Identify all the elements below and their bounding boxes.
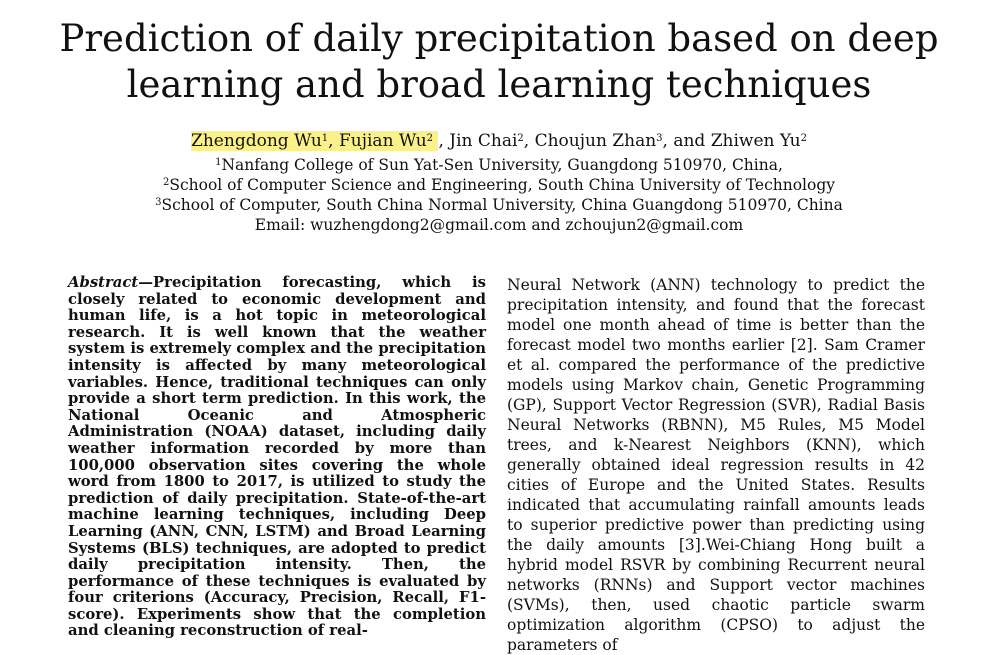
author-sep: , xyxy=(523,131,535,151)
affil-text: Nanfang College of Sun Yat-Sen University, Guangdong 510970, China, xyxy=(221,156,783,174)
affil-mark: 3 xyxy=(155,197,162,208)
affil-text: School of Computer Science and Engineering, South China University of Technology xyxy=(169,176,836,194)
body-text: Neural Network (ANN) technology to predict the precipitation intensity, and found that the forecast model one month ahead of time is better than the forecast model two months earlier [2]. Sam Cramer et al. compared the performance of the predictive models using Markov chain, Genetic Programming (GP), Support Vector Regression (SVR), Radial Basis Neural Networks (RBNN), M5 Rules, M5 Model trees, and k-Nearest Neighbors (KNN), which generally obtained ideal regression results in 42 cities of Europe and the United States. Results indicated that accumulating rainfall amounts leads to superior predictive power than predicting using the daily amounts [3].Wei-Chiang Hong built a hybrid model RSVR by combining Recurrent neural networks (RNNs) and Support vector machines (SVMs), then, used chaotic particle swarm optimization algorithm (CPSO) to adjust the parameters of xyxy=(507,276,925,654)
highlighted-authors xyxy=(191,131,438,151)
author-affil-mark: 1 xyxy=(321,133,329,144)
author-affil-mark: 2 xyxy=(426,133,434,144)
author-affil-mark: 2 xyxy=(517,133,524,144)
abstract-label: Abstract xyxy=(68,274,139,291)
author-sep: , xyxy=(438,131,450,151)
email-line: Email: wuzhengdong2@gmail.com and zchoujun2@gmail.com xyxy=(254,216,744,234)
affil-mark: 2 xyxy=(162,177,170,188)
author-affil-mark: 3 xyxy=(656,133,663,144)
author-name: Jin Chai xyxy=(449,131,518,151)
affiliation-2 xyxy=(0,175,998,195)
body-column-right xyxy=(507,275,925,654)
abstract-dash: — xyxy=(138,274,154,291)
affil-mark: 1 xyxy=(215,157,222,168)
affil-text: School of Computer, South China Normal University, China Guangdong 510970, China xyxy=(161,196,843,214)
abstract-text: Precipitation forecasting, which is closely related to economic development and human life, is a hot topic in meteorological research. It is well known that the weather system is extremely complex and the precipitation intensity is affected by many meteorological variables. Hence, traditional techniques can only provide a short term prediction. In this work, the National Oceanic and Atmospheric Administration (NOAA) dataset, including daily weather information recorded by more than 100,000 observation sites covering the whole word from 1800 to 2017, is utilized to study the prediction of daily precipitation. State-of-the-art machine learning techniques, including Deep Learning (ANN, CNN, LSTM) and Broad Learning Systems (BLS) techniques, are adopted to predict daily precipitation intensity. Then, the performance of these techniques is evaluated by four criterions (Accuracy, Precision, Recall, F1-score). Experiments show that the completion and cleaning reconstruction of real- xyxy=(68,274,486,640)
author-sep: , and xyxy=(662,131,711,151)
author-name: Fujian Wu xyxy=(338,131,427,151)
author-name: Zhiwen Yu xyxy=(710,131,801,151)
abstract xyxy=(68,274,486,640)
paper-title: Prediction of daily precipitation based on deep learning and broad learning techniques xyxy=(59,17,939,106)
author-affil-mark: 2 xyxy=(800,133,807,144)
affiliation-1 xyxy=(0,155,998,175)
author-name: Zhengdong Wu xyxy=(191,131,322,151)
author-sep: , xyxy=(328,131,339,151)
affiliation-3 xyxy=(0,195,998,215)
author-name: Choujun Zhan xyxy=(534,131,657,151)
author-list xyxy=(0,131,998,151)
